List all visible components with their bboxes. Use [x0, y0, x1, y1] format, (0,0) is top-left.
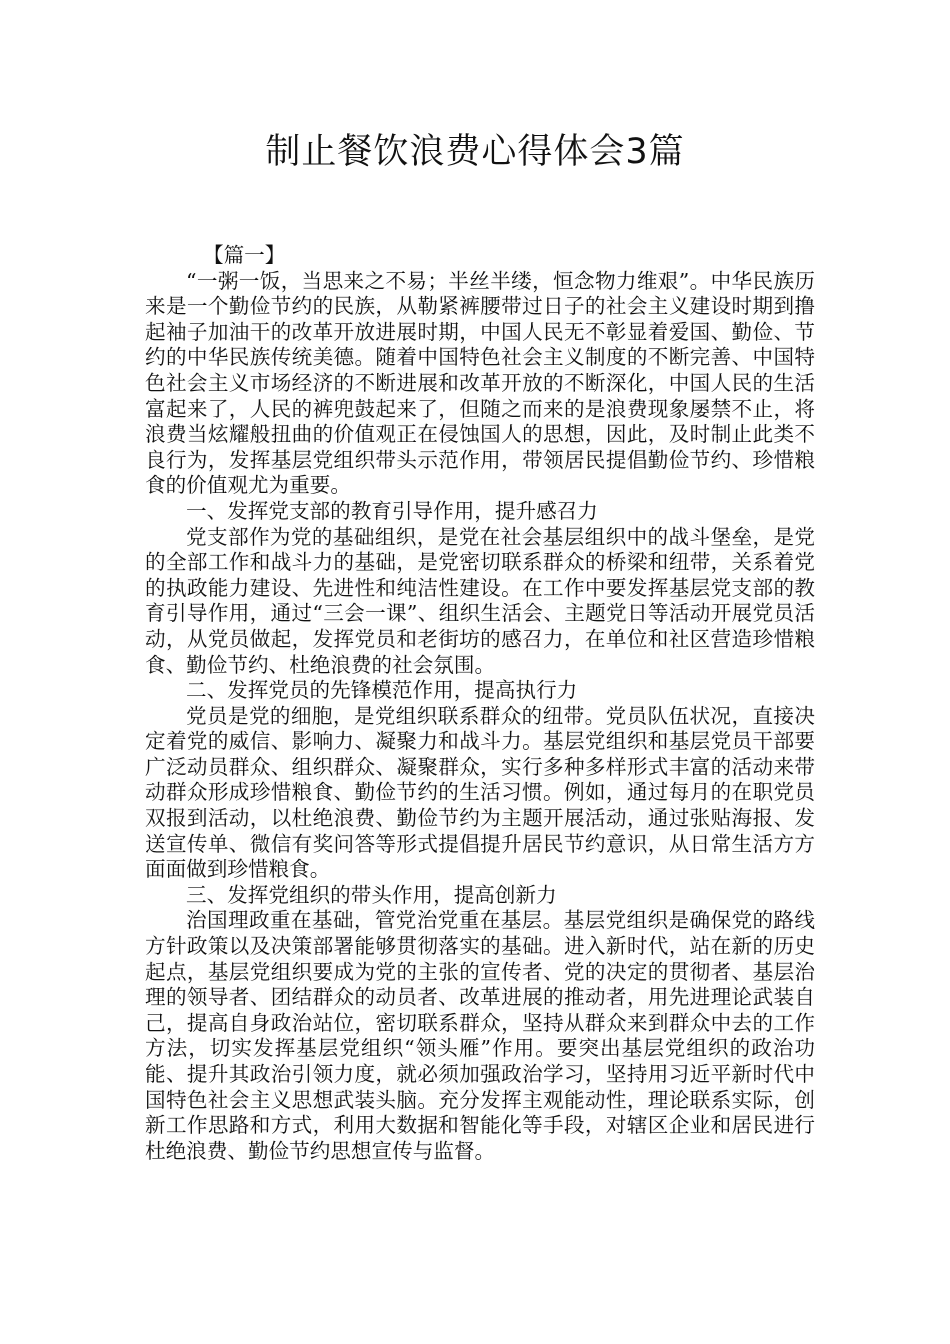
paragraph-3: 治国理政重在基础，管党治党重在基层。基层党组织是确保党的路线方针政策以及决策部署能够贯彻落实的基础。进入新时代，站在新的历史起点，基层党组织要成为党的主张的宣传者、党的决定的贯彻者、基层治理的领导者、团结群众的动员者、改革进展的推动者，用先进理论武装自己，提高自身政治站位，密切联系群众，坚持从群众来到群众中去的工作方法，切实发挥基层党组织“领头雁”作用。要突出基层党组织的政治功能、提升其政治引领力度，就必须加强政治学习，坚持用习近平新时代中国特色社会主义思想武装头脑。充分发挥主观能动性，理论联系实际，创新工作思路和方式，利用大数据和智能化等手段，对辖区企业和居民进行杜绝浪费、勤俭节约思想宣传与监督。 [145, 908, 815, 1163]
section-heading-2: 二、发挥党员的先锋模范作用，提高执行力 [186, 678, 578, 703]
document-body [145, 243, 815, 1164]
paragraph-2: 党员是党的细胞，是党组织联系群众的纽带。党员队伍状况，直接决定着党的威信、影响力、凝聚力和战斗力。基层党组织和基层党员干部要广泛动员群众、组织群众、凝聚群众，实行多种多样形式丰富的活动来带动群众形成珍惜粮食、勤俭节约的生活习惯。例如，通过每月的在职党员双报到活动，以杜绝浪费、勤俭节约为主题开展活动，通过张贴海报、发送宣传单、微信有奖问答等形式提倡提升居民节约意识，从日常生活方方面面做到珍惜粮食。 [145, 703, 815, 882]
paragraph-1: 党支部作为党的基础组织，是党在社会基层组织中的战斗堡垒，是党的全部工作和战斗力的基础，是党密切联系群众的桥梁和纽带，关系着党的执政能力建设、先进性和纯洁性建设。在工作中要发挥基层党支部的教育引导作用，通过“三会一课”、组织生活会、主题党日等活动开展党员活动，从党员做起，发挥党员和老街坊的感召力，在单位和社区营造珍惜粮食、勤俭节约、杜绝浪费的社会氛围。 [145, 524, 815, 677]
section-heading-1: 一、发挥党支部的教育引导作用，提升感召力 [186, 498, 598, 523]
section-heading-3: 三、发挥党组织的带头作用，提高创新力 [186, 882, 557, 907]
document-title: 制止餐饮浪费心得体会3篇 [265, 132, 685, 172]
section-tag: 【篇一】 [203, 243, 286, 267]
paragraph-intro: “一粥一饭，当思来之不易；半丝半缕，恒念物力维艰”。中华民族历来是一个勤俭节约的民族，从勒紧裤腰带过日子的社会主义建设时期到撸起袖子加油干的改革开放进展时期，中国人民无不彰显着爱国、勤俭、节约的中华民族传统美德。随着中国特色社会主义制度的不断完善、中国特色社会主义市场经济的不断进展和改革开放的不断深化，中国人民的生活富起来了，人民的裤兜鼓起来了，但随之而来的是浪费现象屡禁不止，将浪费当炫耀般扭曲的价值观正在侵蚀国人的思想，因此，及时制止此类不良行为，发挥基层党组织带头示范作用，带领居民提倡勤俭节约、珍惜粮食的价值观尤为重要。 [145, 268, 815, 498]
